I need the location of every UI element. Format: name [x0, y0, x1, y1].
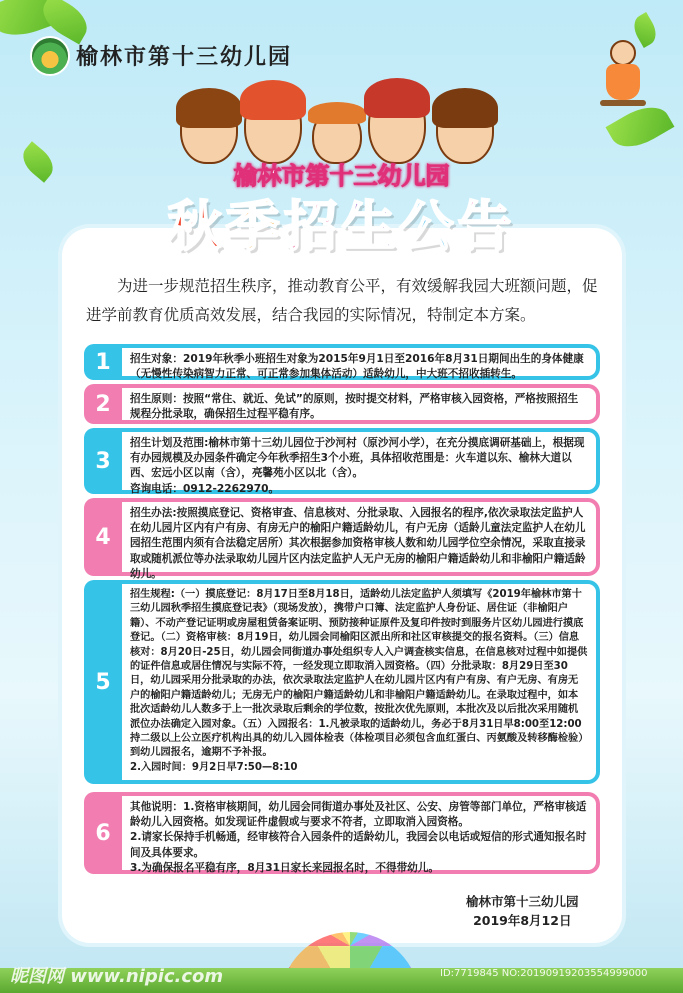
section-number: 2 — [84, 384, 122, 424]
intro-paragraph: 为进一步规范招生秩序，推动教育公平，有效缓解我园大班额问题，促进学前教育优质高效发展，结合我园的实际情况，特制定本方案。 — [86, 277, 598, 324]
section-number: 6 — [84, 792, 122, 874]
signer-date: 2019年8月12日 — [473, 913, 572, 928]
title-char: 季 — [225, 195, 284, 258]
school-name-header: 榆林市第十三幼儿园 — [76, 44, 293, 70]
signature-block — [466, 892, 579, 930]
title-char: 公 — [399, 195, 458, 258]
section-text: 招生原则：按照“常住、就近、免试”的原则，按时提交材料，严格审核入园资格，严格按照招生规程分批录取，确保招生过程平稳有序。 — [122, 388, 596, 420]
section-text: 招生计划及范围:榆林市第十三幼儿园位于沙河村（原沙河小学），在充分摸底调研基础上，根据现有办园规模及办园条件确定今年秋季招生3个小班，具体招收范围是：火车道以东、榆林大道以西、宏远小区以南（含），亮馨苑小区以北（含）。 咨询电话：0912-2262970。 — [122, 432, 596, 490]
title-char: 生 — [341, 195, 400, 258]
section-number: 4 — [84, 498, 122, 576]
title-subtitle: 榆林市第十三幼儿园 — [233, 162, 450, 190]
section-number: 5 — [84, 580, 122, 784]
watermark-right: ID:7719845 NO:20190919203554999000 — [440, 968, 648, 979]
section-number: 1 — [84, 344, 122, 380]
section-4 — [84, 498, 600, 580]
swing-girl-illustration — [600, 40, 646, 110]
section-6 — [84, 792, 600, 874]
section-2 — [84, 384, 600, 424]
section-number: 3 — [84, 428, 122, 494]
section-text: 其他说明：1.资格审核期间，幼儿园会同街道办事处及社区、公安、房管等部门单位，严格审核适龄幼儿入园资格。如发现证件虚假或与要求不符者，立即取消入园资格。 2.请家长保持手机畅通，经审核符合入园条件的适龄幼儿，我园会以电话或短信的形式通知报名时间及具体要求。 3.为确保报名平稳有序，8月31日家长来园报名时，不得带幼儿。 — [122, 796, 596, 870]
section-1 — [84, 344, 600, 380]
title-main — [0, 184, 683, 261]
signer-org: 榆林市第十三幼儿园 — [466, 894, 579, 909]
children-illustration — [180, 84, 500, 164]
title-char: 秋 — [167, 195, 226, 258]
watermark-left: 昵图网 www.nipic.com — [10, 966, 224, 987]
section-5 — [84, 580, 600, 784]
section-text: 招生办法:按照摸底登记、资格审查、信息核对、分批录取、入园报名的程序,依次录取法定监护人在幼儿园片区内有户有房、有房无户的榆阳户籍适龄幼儿，有户无房（适龄儿童法定监护人在幼儿园招生范围内须有合法稳定居所）其次根据参加资格审核人数和幼儿园学位空余情况，采取直接录取或随机派位等办法录取幼儿园片区内法定监护人无户无房的榆阳户籍适龄幼儿和非榆阳户籍适龄幼儿。 — [122, 502, 596, 572]
section-text: 招生对象：2019年秋季小班招生对象为2015年9月1日至2016年8月31日期间出生的身体健康（无慢性传染病智力正常、可正常参加集体活动）适龄幼儿，中大班不招收插转生。 — [122, 348, 596, 376]
title-char: 告 — [457, 195, 516, 258]
section-3 — [84, 428, 600, 494]
school-logo — [30, 36, 70, 76]
section-text: 招生规程:（一）摸底登记：8月17日至8月18日，适龄幼儿法定监护人须填写《2019年榆林市第十三幼儿园秋季招生摸底登记表》（现场发放），携带户口簿、法定监护人身份证、居住证（非榆阳户籍）、不动产登记证明或房屋租赁备案证明、预防接种证原件及复印件按时到服务片区幼儿园进行摸底登记。（二）资格审核：8月19日，幼儿园会同榆阳区派出所和社区审核提交的报名资料。（三）信息核对：8月20日-25日，幼儿园会同街道办事处组织专人入户调查核实信息，在信息核对过程中如提供的证件信息或居住情况与实际不符，一经发现立即取消入园资格。（四）分批录取：8月29日至30日，幼儿园采用分批录取的办法，依次录取法定监护人在幼儿园片区内有户有房、有户无房、有房无户的榆阳户籍适龄幼儿；无房无户的榆阳户籍适龄幼儿和非榆阳户籍适龄幼儿。在录取过程中，如本批次适龄幼儿人数多于上一批次录取后剩余的学位数，按批次优先原则，本批次及以后批次采用随机派位办法确定入园对象。（五）入园报名：1.凡被录取的适龄幼儿，务必于8月31日早8:00至12:00持二级以上公立医疗机构出具的幼儿入园体检表（体检项目必须包含血红蛋白、丙氨酸及转移酶检验）到幼儿园报名，逾期不予补报。 2.入园时间：9月2日早7:50—8:10 — [122, 584, 596, 780]
title-char: 招 — [283, 195, 342, 258]
